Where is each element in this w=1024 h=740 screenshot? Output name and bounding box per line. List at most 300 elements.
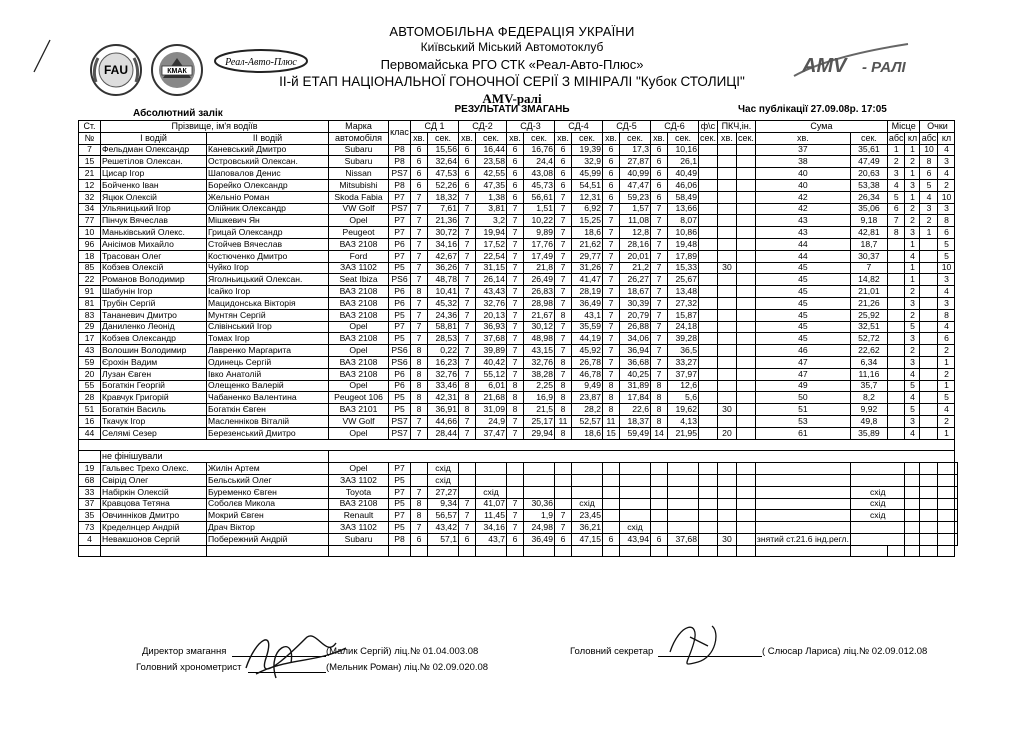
stage-min-cell: 8 [459, 380, 476, 392]
stage-min-cell: 7 [507, 321, 524, 333]
secretary-name: ( Слюсар Лариса) ліц.№ 02.09.012.08 [762, 646, 928, 657]
dnf-rows-body [79, 463, 958, 557]
stage-min-cell: 6 [603, 168, 620, 180]
stage-min-cell: 7 [603, 345, 620, 357]
value-cell [887, 321, 905, 333]
car-make: VW Golf [329, 415, 389, 427]
stage-min-cell: 6 [651, 168, 668, 180]
driver1: Даниленко Леонід [101, 321, 207, 333]
stage-min-cell: 7 [651, 238, 668, 250]
empty-cell [920, 474, 938, 486]
stage-sec-cell: 47,53 [428, 168, 459, 180]
stage-sec-cell [524, 486, 555, 498]
stage-min-cell: 7 [411, 227, 428, 239]
empty-cell [955, 498, 958, 510]
value-cell [717, 522, 736, 534]
stage-sec-cell: 12,8 [620, 227, 651, 239]
stage-min-cell: 8 [411, 404, 428, 416]
stage-sec-cell: 30,36 [524, 498, 555, 510]
value-cell [717, 380, 736, 392]
value-cell: 2 [938, 345, 955, 357]
stage-sec-cell: 16,76 [524, 144, 555, 156]
value-cell [887, 415, 905, 427]
value-cell: 45 [755, 286, 850, 298]
value-cell: 22,62 [850, 345, 887, 357]
value-cell [717, 356, 736, 368]
value-cell: 30 [717, 533, 736, 545]
value-cell [699, 215, 718, 227]
start-number: 15 [79, 156, 101, 168]
stage-min-cell: 7 [459, 427, 476, 439]
stage-min-cell: 7 [603, 286, 620, 298]
value-cell: 9,18 [850, 215, 887, 227]
value-cell: 7 [850, 262, 887, 274]
start-number: 44 [79, 427, 101, 439]
sum-cell: схід [850, 510, 905, 522]
driver2: Лавренко Маргарита [207, 345, 329, 357]
value-cell [736, 510, 755, 522]
car-make: Opel [329, 380, 389, 392]
driver2: Олійник Олександр [207, 203, 329, 215]
driver1: Ульяницький Ігор [101, 203, 207, 215]
value-cell [736, 333, 755, 345]
stage-min-cell: 7 [507, 215, 524, 227]
stage-sec-cell [620, 510, 651, 522]
stage-sec-cell: 21,62 [572, 238, 603, 250]
value-cell: 44 [755, 238, 850, 250]
stage-sec-cell: 21,2 [620, 262, 651, 274]
value-cell [887, 309, 905, 321]
value-cell: 50 [755, 392, 850, 404]
stage-sec-cell: 24,9 [476, 415, 507, 427]
value-cell: 3 [887, 168, 905, 180]
stage-min-cell: 6 [459, 156, 476, 168]
stage-sec-cell: 10,41 [428, 286, 459, 298]
value-cell [920, 368, 938, 380]
stage-sec-cell: 41,47 [572, 274, 603, 286]
stage-sec-cell: 21,68 [476, 392, 507, 404]
col-points: Очки [920, 121, 955, 133]
car-class: P5 [389, 309, 411, 321]
stage-sec-cell: 45,99 [572, 168, 603, 180]
driver1: Овчинніков Дмитро [101, 510, 207, 522]
driver2: Чуйко Ігор [207, 262, 329, 274]
stage-sec-cell: 9,49 [572, 380, 603, 392]
stage-min-cell: 7 [603, 203, 620, 215]
stage-min-cell: 7 [507, 250, 524, 262]
value-cell [699, 250, 718, 262]
value-cell: 4 [887, 179, 905, 191]
stage-min-cell: 7 [459, 286, 476, 298]
car-class: P5 [389, 498, 411, 510]
stage-sec-cell: 18,32 [428, 191, 459, 203]
stage-min-cell: 6 [651, 191, 668, 203]
stage-min-cell [555, 498, 572, 510]
car-make: ВАЗ 2108 [329, 356, 389, 368]
stage-sec-cell: 17,52 [476, 238, 507, 250]
car-make: ВАЗ 2108 [329, 333, 389, 345]
value-cell: 1 [905, 238, 920, 250]
stage-sec-cell: 21,5 [524, 404, 555, 416]
stage-sec-cell: 43,1 [572, 309, 603, 321]
empty-cell [905, 486, 920, 498]
stage-sec-cell: 16,44 [476, 144, 507, 156]
stage-sec-cell: 18,6 [572, 427, 603, 439]
value-cell: 45 [755, 309, 850, 321]
value-cell [920, 321, 938, 333]
value-cell: 45 [755, 333, 850, 345]
start-number: 20 [79, 368, 101, 380]
stage-sec-cell: 16,9 [524, 392, 555, 404]
driver2: Шаповалов Денис [207, 168, 329, 180]
value-cell: 47,49 [850, 156, 887, 168]
stage-sec-cell: 40,42 [476, 356, 507, 368]
value-cell [736, 250, 755, 262]
stage-min-cell: 7 [555, 274, 572, 286]
start-number: 18 [79, 250, 101, 262]
value-cell [920, 250, 938, 262]
stage-sec-cell: 55,12 [476, 368, 507, 380]
driver1: Решетілов Олексан. [101, 156, 207, 168]
results-table [78, 120, 958, 557]
empty-cell [955, 510, 958, 522]
director-signature [236, 618, 356, 688]
stage-sec-cell [476, 474, 507, 486]
stage-min-cell: 7 [459, 333, 476, 345]
stage-min-cell: 7 [603, 309, 620, 321]
stage-sec-cell: 35,59 [572, 321, 603, 333]
stage-min-cell: 6 [459, 144, 476, 156]
stage-min-cell [459, 463, 476, 475]
empty-cell [905, 510, 920, 522]
value-cell: 1 [905, 262, 920, 274]
car-class: P7 [389, 191, 411, 203]
start-number: 29 [79, 321, 101, 333]
table-row [79, 144, 958, 156]
stage-sec-cell: схід [476, 486, 507, 498]
stage-min-cell: 6 [507, 533, 524, 545]
value-cell: 10 [938, 262, 955, 274]
stage-sec-cell: 45,73 [524, 179, 555, 191]
value-cell [717, 274, 736, 286]
start-number: 35 [79, 510, 101, 522]
car-class: P7 [389, 321, 411, 333]
stage-min-cell [651, 498, 668, 510]
stage-min-cell [603, 498, 620, 510]
driver1: Яцюк Олексій [101, 191, 207, 203]
stage-sec-cell [668, 463, 699, 475]
value-cell [736, 168, 755, 180]
driver2: Масленніков Віталій [207, 415, 329, 427]
results-title: РЕЗУЛЬТАТИ ЗМАГАНЬ [454, 104, 570, 115]
stage-min-cell: 7 [459, 345, 476, 357]
stage-sec-cell [668, 486, 699, 498]
value-cell: 40 [755, 179, 850, 191]
stage-min-cell: 7 [411, 321, 428, 333]
driver2: Костюченко Дмитро [207, 250, 329, 262]
driver1: Набіркін Олексій [101, 486, 207, 498]
value-cell [699, 333, 718, 345]
car-class: P7 [389, 510, 411, 522]
stage-sec-cell: 1,38 [476, 191, 507, 203]
stage-sec-cell: 25,17 [524, 415, 555, 427]
empty-cell [905, 533, 920, 545]
stage-min-cell: 7 [555, 522, 572, 534]
col-make: Марка [329, 121, 389, 133]
stage-sec-cell: 11,08 [620, 215, 651, 227]
value-cell [717, 415, 736, 427]
start-number: 96 [79, 238, 101, 250]
value-cell [699, 238, 718, 250]
empty-cell [938, 474, 955, 486]
car-class: P8 [389, 144, 411, 156]
stage-sec-cell: 17,84 [620, 392, 651, 404]
table-row [79, 203, 958, 215]
sub-sec: сек. [850, 132, 887, 144]
stage-min-cell [651, 463, 668, 475]
driver2: Чабаненко Валентина [207, 392, 329, 404]
stage-sec-cell: 52,26 [428, 179, 459, 191]
value-cell [920, 392, 938, 404]
stage-min-cell: 7 [651, 309, 668, 321]
stage-min-cell: 15 [603, 427, 620, 439]
dnf-row [79, 533, 958, 545]
stage-min-cell: 6 [459, 168, 476, 180]
sum-cell: схід [850, 498, 905, 510]
driver1: Бойченко Іван [101, 179, 207, 191]
stage-sec-cell: 32,64 [428, 156, 459, 168]
driver2: Островський Олексан. [207, 156, 329, 168]
stage-min-cell: 6 [507, 156, 524, 168]
stage-sec-cell: 26,27 [620, 274, 651, 286]
timekeeper-name: (Мельник Роман) ліц.№ 02.09.020.08 [326, 662, 489, 673]
stage-sec-cell: 15,33 [668, 262, 699, 274]
stage-sec-cell: 21,36 [428, 215, 459, 227]
value-cell: 42 [755, 191, 850, 203]
amv-logo-suffix: - РАЛІ [862, 59, 906, 76]
stage-min-cell: 8 [603, 392, 620, 404]
stage-sec-cell: 36,91 [428, 404, 459, 416]
value-cell [699, 463, 718, 475]
finishers-body [79, 144, 958, 439]
stage-sec-cell: 1,9 [524, 510, 555, 522]
empty-cell [920, 486, 938, 498]
stage-sec-cell: 43,15 [524, 345, 555, 357]
start-number: 68 [79, 474, 101, 486]
stage-min-cell: 7 [555, 297, 572, 309]
sub-min: хв. [717, 132, 736, 144]
stage-min-cell: 7 [651, 345, 668, 357]
stage-min-cell: 7 [507, 238, 524, 250]
driver1: Цисар Ігор [101, 168, 207, 180]
stage-sec-cell: 43,7 [476, 533, 507, 545]
value-cell [699, 356, 718, 368]
stage-sec-cell: 19,39 [572, 144, 603, 156]
value-cell [717, 498, 736, 510]
stage-min-cell [651, 522, 668, 534]
value-cell [887, 404, 905, 416]
stage-sec-cell [668, 498, 699, 510]
value-cell [755, 463, 850, 475]
value-cell: 3 [905, 415, 920, 427]
stage-min-cell: 7 [555, 215, 572, 227]
value-cell: 4 [920, 191, 938, 203]
kmak-logo-text: КМАК [167, 68, 187, 75]
stage-min-cell: 6 [411, 168, 428, 180]
value-cell: 42 [755, 203, 850, 215]
stage-min-cell: 7 [603, 368, 620, 380]
value-cell: 8 [887, 227, 905, 239]
stage-min-cell: 7 [459, 522, 476, 534]
empty-cell [955, 522, 958, 534]
value-cell [717, 510, 736, 522]
stage-sec-cell: 11,45 [476, 510, 507, 522]
dnf-row [79, 463, 958, 475]
director-label: Директор змагання [142, 646, 227, 657]
value-cell [717, 345, 736, 357]
club-title: Київський Міський Автомотоклуб [420, 40, 604, 54]
stage-sec-cell: 16,23 [428, 356, 459, 368]
stage-sec-cell: 17,49 [524, 250, 555, 262]
driver2: Грицай Олександр [207, 227, 329, 239]
stage-min-cell: 8 [411, 510, 428, 522]
stage-min-cell: 7 [459, 191, 476, 203]
value-cell [717, 203, 736, 215]
car-make: Opel [329, 463, 389, 475]
table-row [79, 179, 958, 191]
value-cell [699, 262, 718, 274]
stage-min-cell: 6 [651, 144, 668, 156]
car-class: P6 [389, 297, 411, 309]
stage-min-cell: 7 [651, 274, 668, 286]
stage-sec-cell: схід [572, 498, 603, 510]
stage-min-cell: 6 [459, 179, 476, 191]
stage-sec-cell: 25,67 [668, 274, 699, 286]
driver1: Єрохін Вадим [101, 356, 207, 368]
car-make: Subaru [329, 156, 389, 168]
value-cell [717, 238, 736, 250]
value-cell: 38 [755, 156, 850, 168]
value-cell [755, 474, 850, 486]
stage-min-cell: 7 [603, 227, 620, 239]
value-cell [736, 297, 755, 309]
value-cell [736, 380, 755, 392]
stage-sec-cell [620, 498, 651, 510]
table-row [79, 297, 958, 309]
stage-min-cell: 6 [507, 191, 524, 203]
stage-sec-cell: 24,4 [524, 156, 555, 168]
stage-sec-cell: 26,83 [524, 286, 555, 298]
start-number: 32 [79, 191, 101, 203]
stage-sec-cell: 28,98 [524, 297, 555, 309]
stage-sec-cell: 15,56 [428, 144, 459, 156]
car-class: P5 [389, 392, 411, 404]
stage-min-cell: 7 [411, 250, 428, 262]
stage-sec-cell: 56,57 [428, 510, 459, 522]
value-cell: 7 [887, 215, 905, 227]
stage-min-cell: 6 [507, 168, 524, 180]
stage-sec-cell: 45,92 [572, 345, 603, 357]
stage-sec-cell: 26,49 [524, 274, 555, 286]
stage-sec-cell: 6,01 [476, 380, 507, 392]
driver1: Кравцова Тетяна [101, 498, 207, 510]
table-row [79, 321, 958, 333]
stage-min-cell: 8 [555, 380, 572, 392]
value-cell [699, 144, 718, 156]
car-class: P7 [389, 227, 411, 239]
stage-sec-cell: 29,94 [524, 427, 555, 439]
sub-abs: абс [921, 132, 937, 143]
stage-min-cell: 8 [411, 356, 428, 368]
car-class: P5 [389, 262, 411, 274]
stage-min-cell: 8 [555, 309, 572, 321]
stage-sec-cell: 36,93 [476, 321, 507, 333]
value-cell: 4 [938, 168, 955, 180]
car-make: ВАЗ 2108 [329, 498, 389, 510]
value-cell [736, 286, 755, 298]
driver2: Олещенко Валерій [207, 380, 329, 392]
value-cell [920, 297, 938, 309]
empty-cell [955, 474, 958, 486]
value-cell: 18,7 [850, 238, 887, 250]
stage-sec-cell [572, 474, 603, 486]
car-class: PS7 [389, 427, 411, 439]
driver1: Ткачук Ігор [101, 415, 207, 427]
driver2: Слівінський Ігор [207, 321, 329, 333]
stage-min-cell: 7 [651, 250, 668, 262]
stage-min-cell: 7 [459, 415, 476, 427]
start-number: 55 [79, 380, 101, 392]
value-cell: 3 [938, 156, 955, 168]
value-cell [736, 498, 755, 510]
stage-min-cell: 8 [651, 392, 668, 404]
stage-sec-cell: 18,37 [620, 415, 651, 427]
driver2: Каневський Дмитро [207, 144, 329, 156]
value-cell: 1 [905, 191, 920, 203]
value-cell: 51 [755, 404, 850, 416]
driver1: Кределнцер Андрій [101, 522, 207, 534]
timekeeper-label: Головний хронометрист [136, 662, 242, 673]
stage-min-cell: 6 [603, 533, 620, 545]
stage-min-cell: 7 [507, 227, 524, 239]
value-cell: 4 [905, 368, 920, 380]
value-cell: 5 [920, 179, 938, 191]
car-class: P6 [389, 380, 411, 392]
value-cell [717, 156, 736, 168]
value-cell [920, 274, 938, 286]
value-cell: 30 [717, 262, 736, 274]
value-cell: 3 [905, 356, 920, 368]
stage-min-cell: 7 [459, 250, 476, 262]
stage-min-cell: 8 [459, 392, 476, 404]
table-row [79, 168, 958, 180]
value-cell [755, 486, 850, 498]
start-number: 91 [79, 286, 101, 298]
empty-cell [905, 474, 920, 486]
stage-sec-cell: 43,43 [476, 286, 507, 298]
sub-sec: сек. [428, 132, 459, 144]
start-number: 22 [79, 274, 101, 286]
sub-kl: кл [905, 132, 920, 144]
value-cell: 1 [938, 427, 955, 439]
table-row [79, 156, 958, 168]
stage-sec-cell [668, 522, 699, 534]
sub-sec: сек. [620, 132, 651, 144]
stage-min-cell: 8 [555, 427, 572, 439]
value-cell [699, 427, 718, 439]
stage-min-cell: 7 [459, 368, 476, 380]
table-row [79, 262, 958, 274]
